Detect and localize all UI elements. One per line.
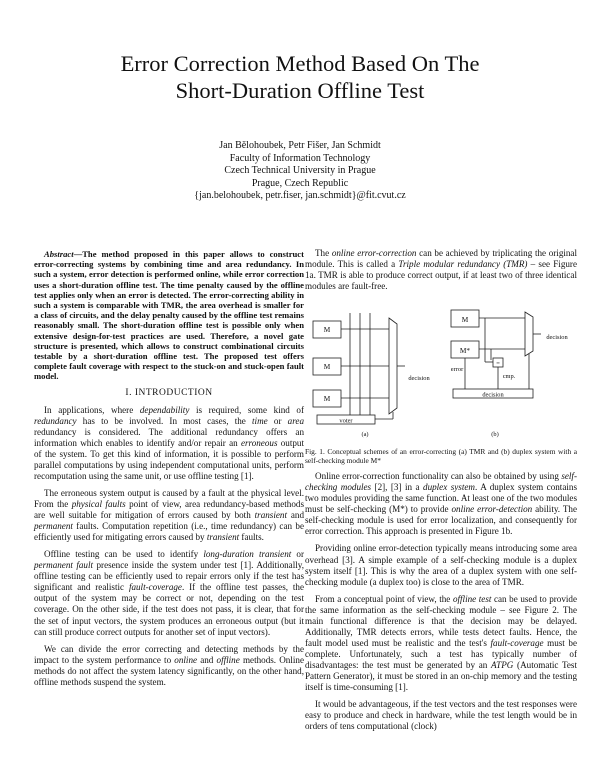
- paper-title: [0, 50, 600, 104]
- emphasis: time: [252, 415, 268, 426]
- affiliation-line-1: Faculty of Information Technology: [229, 152, 371, 164]
- emphasis: Triple modular redundancy (TMR): [398, 259, 528, 270]
- right-column: [305, 248, 577, 738]
- decision-label-b: decision: [546, 334, 568, 342]
- emphasis: physical faults: [71, 499, 126, 510]
- emphasis: redundancy: [34, 415, 77, 426]
- subfigure-label-a: (a): [361, 431, 369, 439]
- subfigure-label-b: (b): [491, 431, 499, 439]
- self-checking-module-label: M*: [459, 346, 471, 356]
- paragraph: Providing online error-detection typically means introducing some area overhead [3]. A simple example of a self-checking module is a duplex system itself [1]. This is why the area of a duplex system with one self-checking module (a duplex too) is close to the area of TMR.: [305, 543, 577, 587]
- author-names: Jan Bělohoubek, Petr Fišer, Jan Schmidt: [219, 140, 381, 151]
- affiliation-line-2: Czech Technical University in Prague: [224, 165, 376, 177]
- section-heading-introduction: I. INTRODUCTION: [125, 387, 213, 398]
- emphasis: transient: [254, 510, 287, 521]
- emphasis: online error-correction: [331, 248, 417, 258]
- emphasis: fault-coverage: [128, 582, 182, 593]
- emphasis: transient: [206, 532, 240, 543]
- error-label: error: [450, 366, 464, 374]
- paragraph: It would be advantageous, if the test vectors and the test responses were easy to produce and check in hardware, while the test length would be in orders of tens computational (clock): [305, 699, 577, 732]
- figure-1: [305, 298, 577, 443]
- tmr-mux: [389, 318, 397, 414]
- module-label: M: [323, 325, 331, 335]
- emphasis: permanent: [34, 521, 73, 532]
- voter-label: voter: [339, 417, 353, 425]
- abstract: [34, 249, 304, 382]
- emphasis: online: [174, 654, 198, 665]
- emphasis: ATPG: [490, 659, 514, 670]
- decision-label-a: decision: [408, 375, 430, 383]
- emphasis: fault-coverage: [490, 637, 544, 648]
- duplex-mux: [525, 312, 533, 356]
- emphasis: area: [287, 415, 305, 426]
- emphasis: offline test: [452, 593, 492, 604]
- abstract-text: —The method proposed in this paper allows to construct error-correcting systems by combining time and area redundancy. In such a system, error detection is performed online, while error correction uses a short-duration offline test. The time penalty caused by the offline test applies only when an error is detected. The error-correcting ability in such a system is comparable with TMR, the area overhead is smaller for a class of circuits, and the delay penalty caused by the offline test remains reasonably small. The short-duration offline test is possible only when extensive design-for-test practices are used. Therefore, a novel gate structure is presented, which allows to construct combinational circuits testable by a short-duration offline test. The proposed test offers complete fault coverage with respect to the stuck-on and stuck-open fault model.: [34, 249, 304, 382]
- emphasis: permanent fault: [34, 560, 94, 571]
- author-emails: {jan.belohoubek, petr.fiser, jan.schmidt}@fit.cvut.cz: [194, 190, 406, 202]
- emphasis: online error-detection: [451, 504, 533, 515]
- emphasis: erroneous: [240, 437, 278, 448]
- paragraph: In applications, where dependability is required, some kind of redundancy has to be involved. In most cases, the time or area redundancy is considered. The additional redundancy offers an information which enables to identify and/or repair an erroneous output of the system. To get this kind of information, it is possible to perform parallel computations by using independent computational units, perform recomputation using the same unit, or use offline testing [1].: [34, 404, 305, 481]
- paragraph: Offline testing can be used to identify long-duration transient or permanent fault presence inside the system under test [1]. Additionally, offline testing can be efficiently used to repair errors only if the test has significant and realistic fault-coverage. If the offline test passes, the output of the system may be correct or not, depending on the test coverage. On the other side, if the test does not pass, it is clear, that for the set of input vectors, the system produces an erroneous output (but it can still produce correct outputs for another set of input vectors).: [34, 549, 304, 637]
- paragraph: Online error-correction functionality can also be obtained by using self-checking modules [2], [3] in a duplex system. A duplex system contains two modules providing the same function. At least one of the two modules must be self-checking (M*) to provide online error-detection ability. The self-checking module is used for error localization, and consequently for error correction. This approach is presented in Figure 1b.: [305, 471, 577, 537]
- paragraph: From a conceptual point of view, the offline test can be used to provide the same information as the self-checking module – see Figure 2. The main functional difference is that the decision may be delayed. Additionally, TMR detects errors, while tests detect faults. Hence, the fault model used must be realistic and the test's fault-coverage must be complete. Unfortunately, such a test has typically number of disadvantages: the test must be generated by an ATPG (Automatic Test Pattern Generator), it must be stored in an on-chip memory and the testing itself is time-consuming [1].: [305, 593, 578, 693]
- affiliation-line-3: Prague, Czech Republic: [251, 177, 349, 189]
- left-column: [34, 249, 304, 694]
- emphasis: self-checking modules: [305, 471, 577, 493]
- emphasis: long-duration transient: [203, 549, 292, 560]
- figure-1-caption: Fig. 1. Conceptual schemes of an error-correcting (a) TMR and (b) duplex system with a self-checking module M*: [305, 447, 577, 466]
- module-label: M: [323, 362, 331, 372]
- emphasis: offline: [216, 654, 240, 665]
- module-label: M: [323, 394, 331, 404]
- figure-1-diagram: [305, 298, 577, 443]
- title-line-1: Error Correction Method Based On The: [120, 51, 480, 76]
- comparator-symbol: =: [496, 360, 500, 368]
- decision-box-label: decision: [482, 391, 504, 399]
- author-block: [0, 140, 600, 203]
- abstract-label: Abstract: [44, 249, 74, 259]
- comparator-label: cmp.: [502, 373, 516, 381]
- emphasis: dependability: [139, 404, 190, 415]
- paragraph: The online error-correction can be achieved by triplicating the original module. This is called a Triple modular redundancy (TMR) – see Figure 1a. TMR is able to produce correct output, if at least two of three identical modules are fault-free.: [305, 248, 577, 292]
- title-line-2: Short-Duration Offline Test: [175, 78, 425, 103]
- paragraph: We can divide the error correcting and detecting methods by the impact to the system performance to online and offline methods. Online methods do not affect the system latency significantly, on the other hand, offline methods suspend the system.: [34, 643, 304, 687]
- emphasis: duplex system: [423, 482, 475, 493]
- module-label: M: [461, 315, 469, 325]
- paragraph: The erroneous system output is caused by a fault at the physical level. From the physical faults point of view, area redundancy-based methods are well suitable for mitigation of errors caused by both transient and permanent faults. Computation repetition (i.e., time redundancy) can be efficiently used for mitigating errors caused by transient faults.: [34, 488, 304, 543]
